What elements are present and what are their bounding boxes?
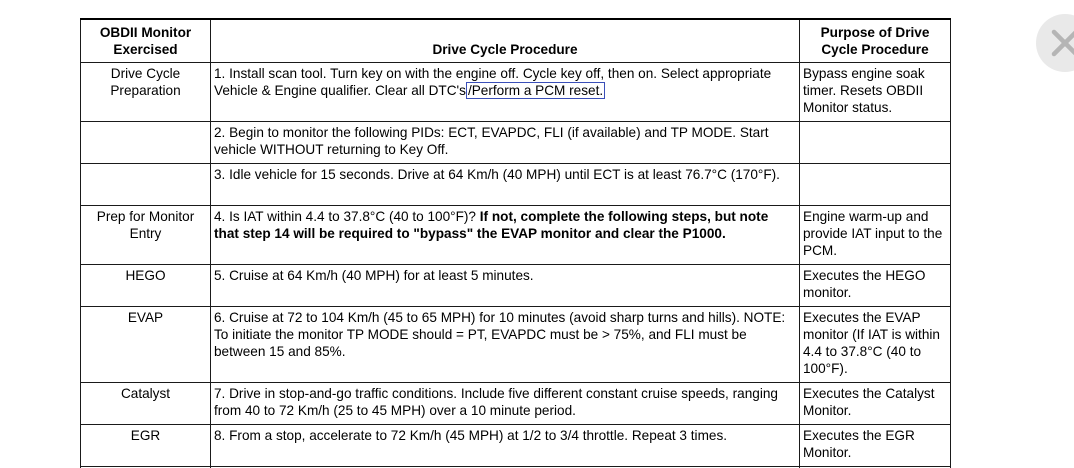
purpose-cell: Engine warm-up and provide IAT input to the PCM. xyxy=(800,206,951,265)
procedure-cell: 6. Cruise at 72 to 104 Km/h (45 to 65 MPH) for 10 minutes (avoid sharp turns and hills). NOTE: To initiate the monitor TP MODE should = PT, EVAPDC must be > 75%, and FLI must be between 15 and 85%. xyxy=(211,307,800,383)
header-purpose: Purpose of Drive Cycle Procedure xyxy=(800,19,951,63)
monitor-cell: Catalyst xyxy=(81,383,211,425)
procedure-cell xyxy=(211,206,800,265)
procedure-cell: 7. Drive in stop-and-go traffic conditions. Include five different constant cruise speeds, ranging from 40 to 72 Km/h (25 to 45 MPH) over a 10 minute period. xyxy=(211,383,800,425)
procedure-text: 1. Install scan tool. Turn key on with the engine off. Cycle key off, then on. Select appropriate Vehicle & Engine qualifier. Clear all DTC's xyxy=(214,66,772,98)
close-icon xyxy=(1051,29,1074,57)
purpose-cell: Executes the Catalyst Monitor. xyxy=(800,383,951,425)
monitor-cell: HEGO xyxy=(81,265,211,307)
procedure-cell: 5. Cruise at 64 Km/h (40 MPH) for at least 5 minutes. xyxy=(211,265,800,307)
purpose-cell: Executes the EGR Monitor. xyxy=(800,425,951,467)
table-header-row xyxy=(81,19,951,63)
procedure-bold-note: If not, complete the following steps, but note that step 14 will be required to "bypass" the EVAP monitor and clear the P1000. xyxy=(214,209,769,241)
monitor-cell: Drive Cycle Preparation xyxy=(81,63,211,122)
procedure-cell xyxy=(211,63,800,122)
purpose-cell: Executes the HEGO monitor. xyxy=(800,265,951,307)
purpose-cell xyxy=(800,122,951,164)
drive-cycle-table xyxy=(80,18,951,468)
table-row xyxy=(81,425,951,467)
monitor-cell xyxy=(81,164,211,206)
table-row xyxy=(81,122,951,164)
monitor-cell: EGR xyxy=(81,425,211,467)
procedure-cell: 2. Begin to monitor the following PIDs: ECT, EVAPDC, FLI (if available) and TP MODE. Start vehicle WITHOUT returning to Key Off. xyxy=(211,122,800,164)
table-row xyxy=(81,265,951,307)
monitor-cell: EVAP xyxy=(81,307,211,383)
close-button[interactable] xyxy=(1036,14,1074,72)
header-monitor: OBDII Monitor Exercised xyxy=(81,19,211,63)
monitor-cell: Prep for Monitor Entry xyxy=(81,206,211,265)
purpose-cell: Executes the EVAP monitor (If IAT is within 4.4 to 37.8°C (40 to 100°F). xyxy=(800,307,951,383)
procedure-cell: 3. Idle vehicle for 15 seconds. Drive at 64 Km/h (40 MPH) until ECT is at least 76.7°C (170°F). xyxy=(211,164,800,206)
table-row xyxy=(81,63,951,122)
table-row xyxy=(81,383,951,425)
pcm-reset-link[interactable]: /Perform a PCM reset. xyxy=(467,83,604,98)
purpose-cell: Bypass engine soak timer. Resets OBDII Monitor status. xyxy=(800,63,951,122)
header-procedure: Drive Cycle Procedure xyxy=(211,19,800,63)
procedure-text: 4. Is IAT within 4.4 to 37.8°C (40 to 100°F)? xyxy=(214,209,480,224)
table-row xyxy=(81,164,951,206)
monitor-cell xyxy=(81,122,211,164)
table-row xyxy=(81,206,951,265)
purpose-cell xyxy=(800,164,951,206)
table-row xyxy=(81,307,951,383)
procedure-cell: 8. From a stop, accelerate to 72 Km/h (45 MPH) at 1/2 to 3/4 throttle. Repeat 3 times. xyxy=(211,425,800,467)
